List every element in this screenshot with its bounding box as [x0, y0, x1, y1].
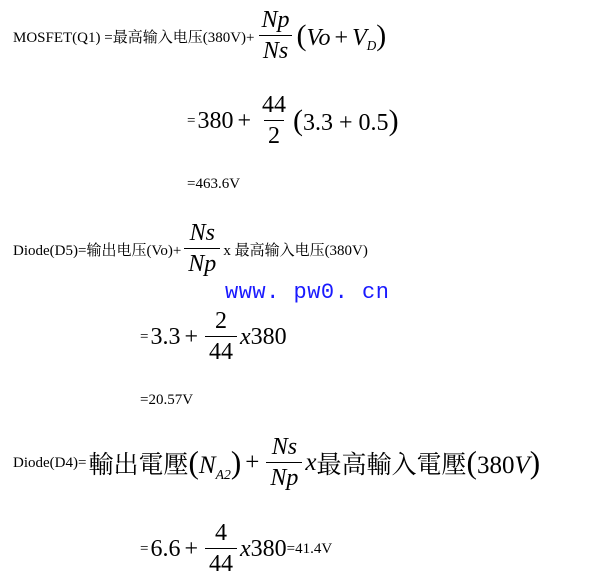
diode-d5-substitution: = 3.3 + $\frac{2}{44}$ x 380	[140, 308, 287, 365]
output-voltage-big: 輸出電壓	[88, 452, 189, 479]
diode-d4-substitution: = 6.6 + $\frac{4}{44}$ x 380 =41.4V	[140, 520, 333, 577]
watermark-text: www. pw0. cn	[225, 280, 390, 305]
term-380: 380	[197, 107, 234, 134]
diode-d5-tail: x 最高输入电压(380V)	[223, 242, 368, 259]
fraction-denominator: Ns	[259, 35, 292, 65]
mosfet-result: =463.6V	[187, 176, 241, 192]
mosfet-q1-label: MOSFET(Q1) =最高输入电压(380V)+	[13, 29, 255, 46]
sum-expression: (3.3 + 0.5)	[293, 103, 399, 137]
np-over-ns-fraction	[258, 7, 294, 65]
ns-over-np-fraction-2: $\frac{Ns}{Np}$	[266, 434, 302, 492]
diode-d4-formula: Diode(D4)= 輸出電壓 $(N_{A2})$ + $\frac{Ns}{Np}$ x 最高輸入電壓 (380V)	[13, 434, 541, 491]
diode-d5-label: Diode(D5)=输出电压(Vo)+	[13, 242, 182, 259]
n-a2-expression: $(N_{A2})$	[188, 444, 242, 482]
diode-d5-result: =20.57V	[140, 392, 194, 408]
plus-sign: +	[237, 107, 252, 134]
44-over-2-fraction: $\frac{44}{2}$	[262, 92, 287, 149]
diode-d4-result: =41.4V	[286, 540, 333, 557]
mosfet-q1-formula	[13, 6, 386, 66]
vo-plus-vd-expression: $(Vo + V_D)$	[296, 18, 387, 54]
equals-sign: =	[140, 328, 149, 345]
diode-d4-label: Diode(D4)=	[13, 454, 87, 471]
2-over-44-fraction: $\frac{2}{44}$	[205, 308, 237, 366]
mosfet-substitution	[187, 90, 399, 152]
4-over-44-fraction: $\frac{4}{44}$	[205, 520, 237, 578]
380v-expression: (380V)	[466, 444, 541, 480]
diode-d5-formula	[13, 218, 368, 280]
equals-sign: =	[187, 112, 196, 129]
ns-over-np-fraction: $\frac{Ns}{Np}$	[184, 220, 220, 278]
fraction-numerator: Np	[261, 7, 290, 33]
equals-sign: =	[140, 540, 149, 557]
